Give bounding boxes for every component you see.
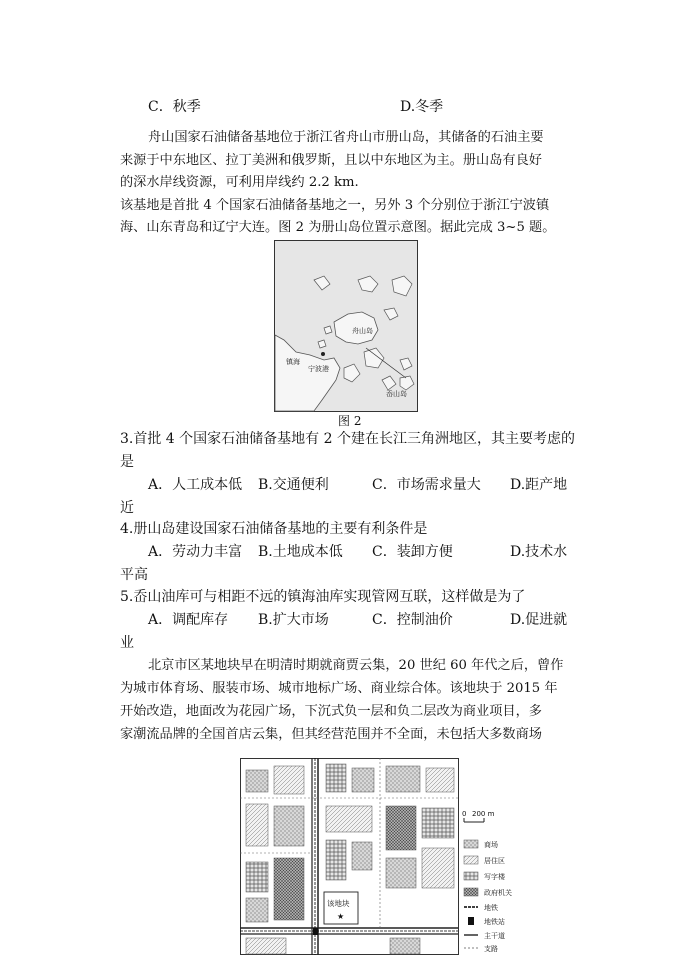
label-zhoushan: 舟山岛 <box>352 327 373 335</box>
passage-1-line: 来源于中东地区、拉丁美洲和俄罗斯，且以中东地区为主。册山岛有良好 <box>120 153 542 168</box>
city-block-map <box>240 758 524 956</box>
question-stem: 3.首批 4 个国家石油储备基地有 2 个建在长江三角洲地区，其主要考虑的 <box>120 431 575 447</box>
legend-label-government: 政府机关 <box>484 889 512 897</box>
option-d: D.技术水 <box>510 544 568 560</box>
label-cishan: 岙山岛 <box>386 390 407 398</box>
map-legend <box>464 840 512 953</box>
option-d-wrap: 近 <box>120 500 134 516</box>
option-d-wrap: 平高 <box>120 567 148 583</box>
option-c: C．市场需求量大 <box>372 477 481 493</box>
prev-option-d: D.冬季 <box>400 99 444 115</box>
passage-2-line: 家潮流品牌的全国首店云集，但其经营范围并不全面，未包括大多数商场 <box>120 727 542 742</box>
scale-value: 200 m <box>472 810 495 818</box>
passage-2-line: 北京市区某地块早在明清时期就商贾云集，20 世纪 60 年代之后，曾作 <box>148 658 564 673</box>
cishan-location-map <box>274 240 418 412</box>
legend-swatch-residential <box>464 856 478 864</box>
label-ningbo-port: 宁波港 <box>308 365 329 373</box>
port-marker <box>321 352 325 356</box>
site-label: 该地块 <box>327 899 350 908</box>
passage-2-line: 为城市体育场、服装市场、城市地标广场、商业综合体。该地块于 2015 年 <box>120 681 558 696</box>
passage-1-line: 的深水岸线资源，可利用岸线约 2.2 km. <box>120 175 359 190</box>
option-d: D.距产地 <box>510 477 568 493</box>
legend-label-branch-road: 支路 <box>484 945 498 953</box>
option-b: B.交通便利 <box>258 477 329 493</box>
legend-label-station: 地铁站 <box>484 918 505 926</box>
legend-label-main-road: 主干道 <box>484 932 505 940</box>
figure-2-map <box>274 240 418 412</box>
option-b: B.土地成本低 <box>258 544 343 560</box>
subway-station-icon <box>313 928 318 935</box>
prev-option-c: C．秋季 <box>148 99 201 115</box>
question-stem: 5.岙山油库可与相距不远的镇海油库实现管网互联，这样做是为了 <box>120 589 526 605</box>
option-d-wrap: 业 <box>120 635 134 651</box>
passage-1-line: 海、山东青岛和辽宁大连。图 2 为册山岛位置示意图。据此完成 3~5 题。 <box>120 220 556 235</box>
figure-3-map <box>240 758 524 956</box>
option-c: C．控制油价 <box>372 612 453 628</box>
passage-1-line: 舟山国家石油储备基地位于浙江省舟山市册山岛，其储备的石油主要 <box>148 130 544 145</box>
question-stem: 4.册山岛建设国家石油储备基地的主要有利条件是 <box>120 521 428 537</box>
legend-swatch-mall <box>464 840 478 848</box>
option-d: D.促进就 <box>510 612 568 628</box>
option-a: A．劳动力丰富 <box>148 544 243 560</box>
legend-label-subway: 地铁 <box>484 904 498 912</box>
passage-1-line: 该基地是首批 4 个国家石油储备基地之一，另外 3 个分别位于浙江宁波镇 <box>120 198 550 213</box>
legend-swatch-station <box>468 917 474 925</box>
scale-zero: 0 <box>462 810 467 818</box>
legend-swatch-government <box>464 888 478 896</box>
option-b: B.扩大市场 <box>258 612 329 628</box>
option-c: C．装卸方便 <box>372 544 453 560</box>
question-stem: 是 <box>120 454 134 470</box>
legend-label-office: 写字楼 <box>484 873 505 881</box>
passage-2-line: 开始改造，地面改为花园广场，下沉式负一层和负二层改为商业项目，多 <box>120 704 542 719</box>
legend-label-mall: 商场 <box>484 841 498 849</box>
figure-2-caption: 图 2 <box>338 414 362 428</box>
site-star-icon: ★ <box>337 912 345 921</box>
option-a: A．调配库存 <box>148 612 229 628</box>
legend-label-residential: 居住区 <box>484 857 505 865</box>
label-zhenhai: 镇海 <box>286 358 300 366</box>
legend-swatch-office <box>464 872 478 880</box>
option-a: A．人工成本低 <box>148 477 243 493</box>
